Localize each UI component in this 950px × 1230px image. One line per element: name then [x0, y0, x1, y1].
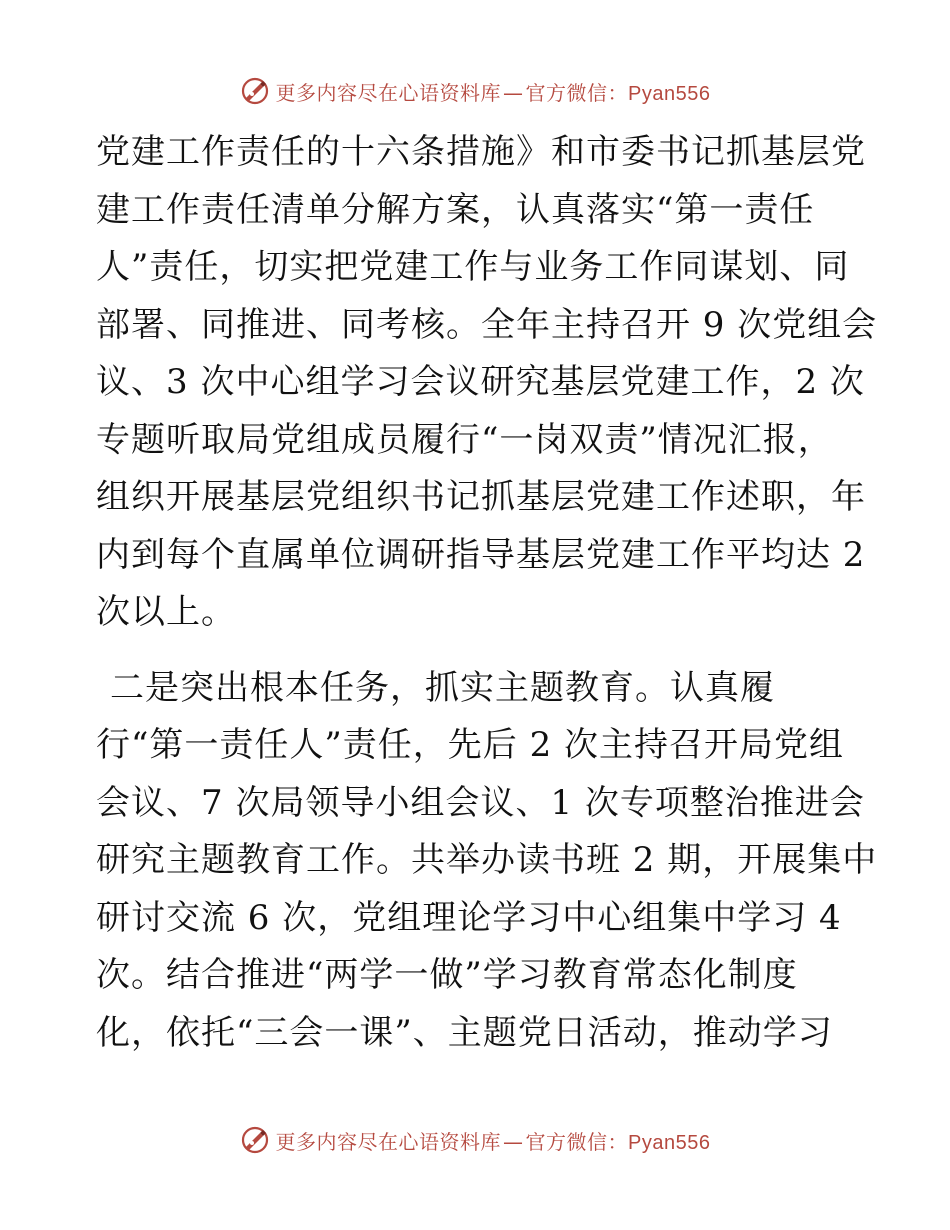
watermark-wechat-id: Pyan556: [628, 1131, 711, 1154]
pen-logo-icon: [240, 76, 270, 106]
header-watermark: [0, 71, 950, 111]
paragraph: [96, 124, 878, 642]
text-line: 次。结合推进“两学一做”学习教育常态化制度: [96, 955, 798, 995]
text-line: 化，依托“三会一课”、主题党日活动，推动学习: [96, 1012, 833, 1053]
text-line: 部署、同推进、同考核。全年主持召开 9 次党组会: [96, 304, 878, 345]
watermark-brand: 更多内容尽在心语资料库: [275, 1129, 502, 1154]
watermark-brand: 更多内容尽在心语资料库: [275, 80, 502, 105]
text-line: 党建工作责任的十六条措施》和市委书记抓基层党: [96, 132, 866, 172]
watermark-text: [276, 1126, 711, 1155]
text-line: 会议、7 次局领导小组会议、1 次专项整治推进会: [96, 782, 865, 823]
text-line: 研讨交流 6 次，党组理论学习中心组集中学习 4: [96, 897, 842, 938]
watermark-separator: —: [503, 1129, 524, 1154]
text-line: 议、3 次中心组学习会议研究基层党建工作，2 次: [96, 362, 865, 402]
watermark-suffix: 官方微信：: [525, 1129, 629, 1154]
watermark-text: [276, 77, 711, 106]
pen-logo-icon: [240, 1125, 270, 1155]
text-line: 二是突出根本任务，抓实主题教育。认真履: [110, 667, 775, 708]
watermark-separator: —: [503, 80, 524, 105]
document-body: [96, 124, 878, 1062]
paragraph: [96, 660, 878, 1063]
text-line: 内到每个直属单位调研指导基层党建工作平均达 2: [96, 534, 866, 575]
text-line: 人”责任，切实把党建工作与业务工作同谋划、同: [96, 247, 850, 287]
watermark-suffix: 官方微信：: [525, 80, 629, 105]
footer-watermark: [0, 1120, 950, 1160]
text-line: 组织开展基层党组织书记抓基层党建工作述职，年: [96, 477, 866, 517]
text-line: 行“第一责任人”责任，先后 2 次主持召开局党组: [96, 725, 845, 765]
watermark-wechat-id: Pyan556: [628, 82, 711, 105]
paragraph-spacer: [96, 642, 856, 660]
text-line: 专题听取局党组成员履行“一岗双责”情况汇报，: [96, 419, 833, 460]
text-line: 次以上。: [96, 592, 236, 632]
text-line: 建工作责任清单分解方案，认真落实“第一责任: [96, 189, 815, 230]
text-line: 研究主题教育工作。共举办读书班 2 期，开展集中: [96, 840, 878, 880]
